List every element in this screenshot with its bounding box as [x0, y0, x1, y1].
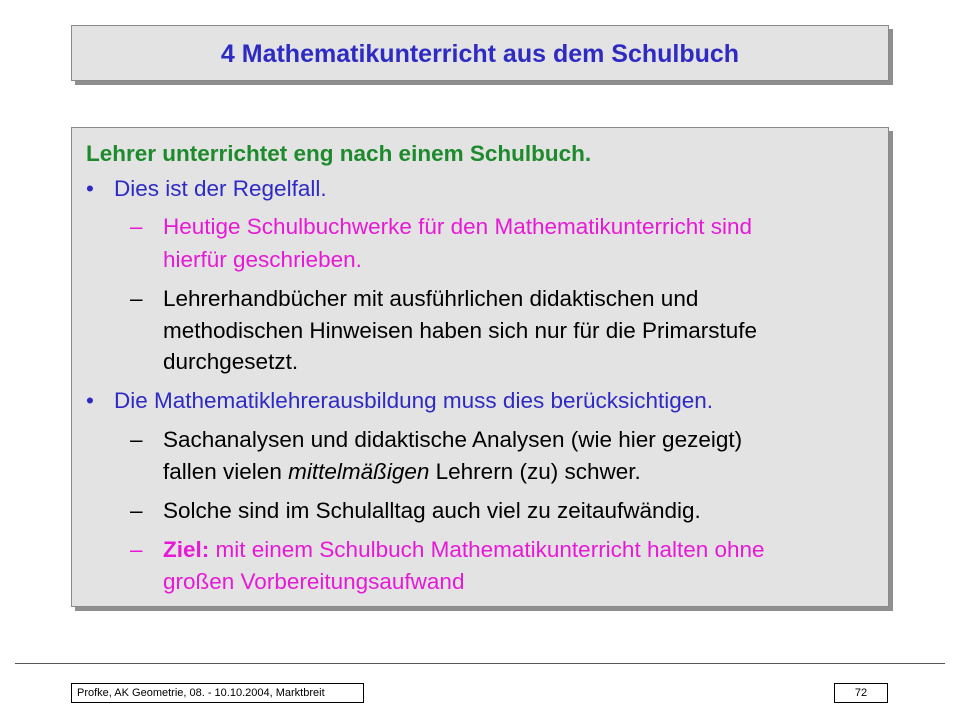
sub-2-3-line-2: großen Vorbereitungsaufwand: [163, 569, 465, 594]
sub-2-3-line-1: [163, 536, 765, 564]
bullet-icon: •: [86, 388, 94, 413]
dash-icon: –: [130, 427, 143, 452]
sub-2-1-line-2: [163, 458, 641, 486]
sub-1-2-line-1: Lehrerhandbücher mit ausführlichen didaktischen und: [163, 286, 699, 311]
content-box: [71, 127, 889, 607]
sub-1-1-line-2: hierfür geschrieben.: [163, 247, 362, 272]
footer-divider: [15, 663, 945, 664]
sub-2-2-text: Solche sind im Schulalltag auch viel zu zeitaufwändig.: [163, 498, 701, 523]
bullet-1-text: Dies ist der Regelfall.: [114, 176, 327, 201]
dash-icon: –: [130, 537, 143, 562]
page-number: 72: [834, 683, 888, 703]
title-box: [71, 25, 889, 81]
goal-label: Ziel:: [163, 537, 210, 562]
slide-title: 4 Mathematikunterricht aus dem Schulbuch: [220, 40, 740, 68]
dash-icon: –: [130, 286, 143, 311]
sub-2-1-emphasis: mittelmäßigen: [288, 459, 430, 484]
footer-source: Profke, AK Geometrie, 08. - 10.10.2004, Marktbreit: [71, 683, 364, 703]
bullet-2-text: Die Mathematiklehrerausbildung muss dies berücksichtigen.: [114, 388, 714, 413]
sub-1-2-line-3: durchgesetzt.: [163, 349, 299, 374]
sub-2-1-line-2-post: Lehrern (zu) schwer.: [429, 459, 641, 484]
dash-icon: –: [130, 214, 143, 239]
sub-1-2-line-2: methodischen Hinweisen haben sich nur für die Primarstufe: [163, 318, 758, 343]
sub-2-1-line-1: Sachanalysen und didaktische Analysen (wie hier gezeigt): [163, 427, 743, 452]
bullet-icon: •: [86, 176, 94, 201]
sub-2-1-line-2-pre: fallen vielen: [163, 459, 289, 484]
sub-2-3-line-1-rest: mit einem Schulbuch Mathematikunterricht halten ohne: [209, 537, 765, 562]
dash-icon: –: [130, 498, 143, 523]
content-heading: Lehrer unterrichtet eng nach einem Schulbuch.: [86, 141, 592, 166]
sub-1-1-line-1: Heutige Schulbuchwerke für den Mathematikunterricht sind: [163, 214, 753, 239]
